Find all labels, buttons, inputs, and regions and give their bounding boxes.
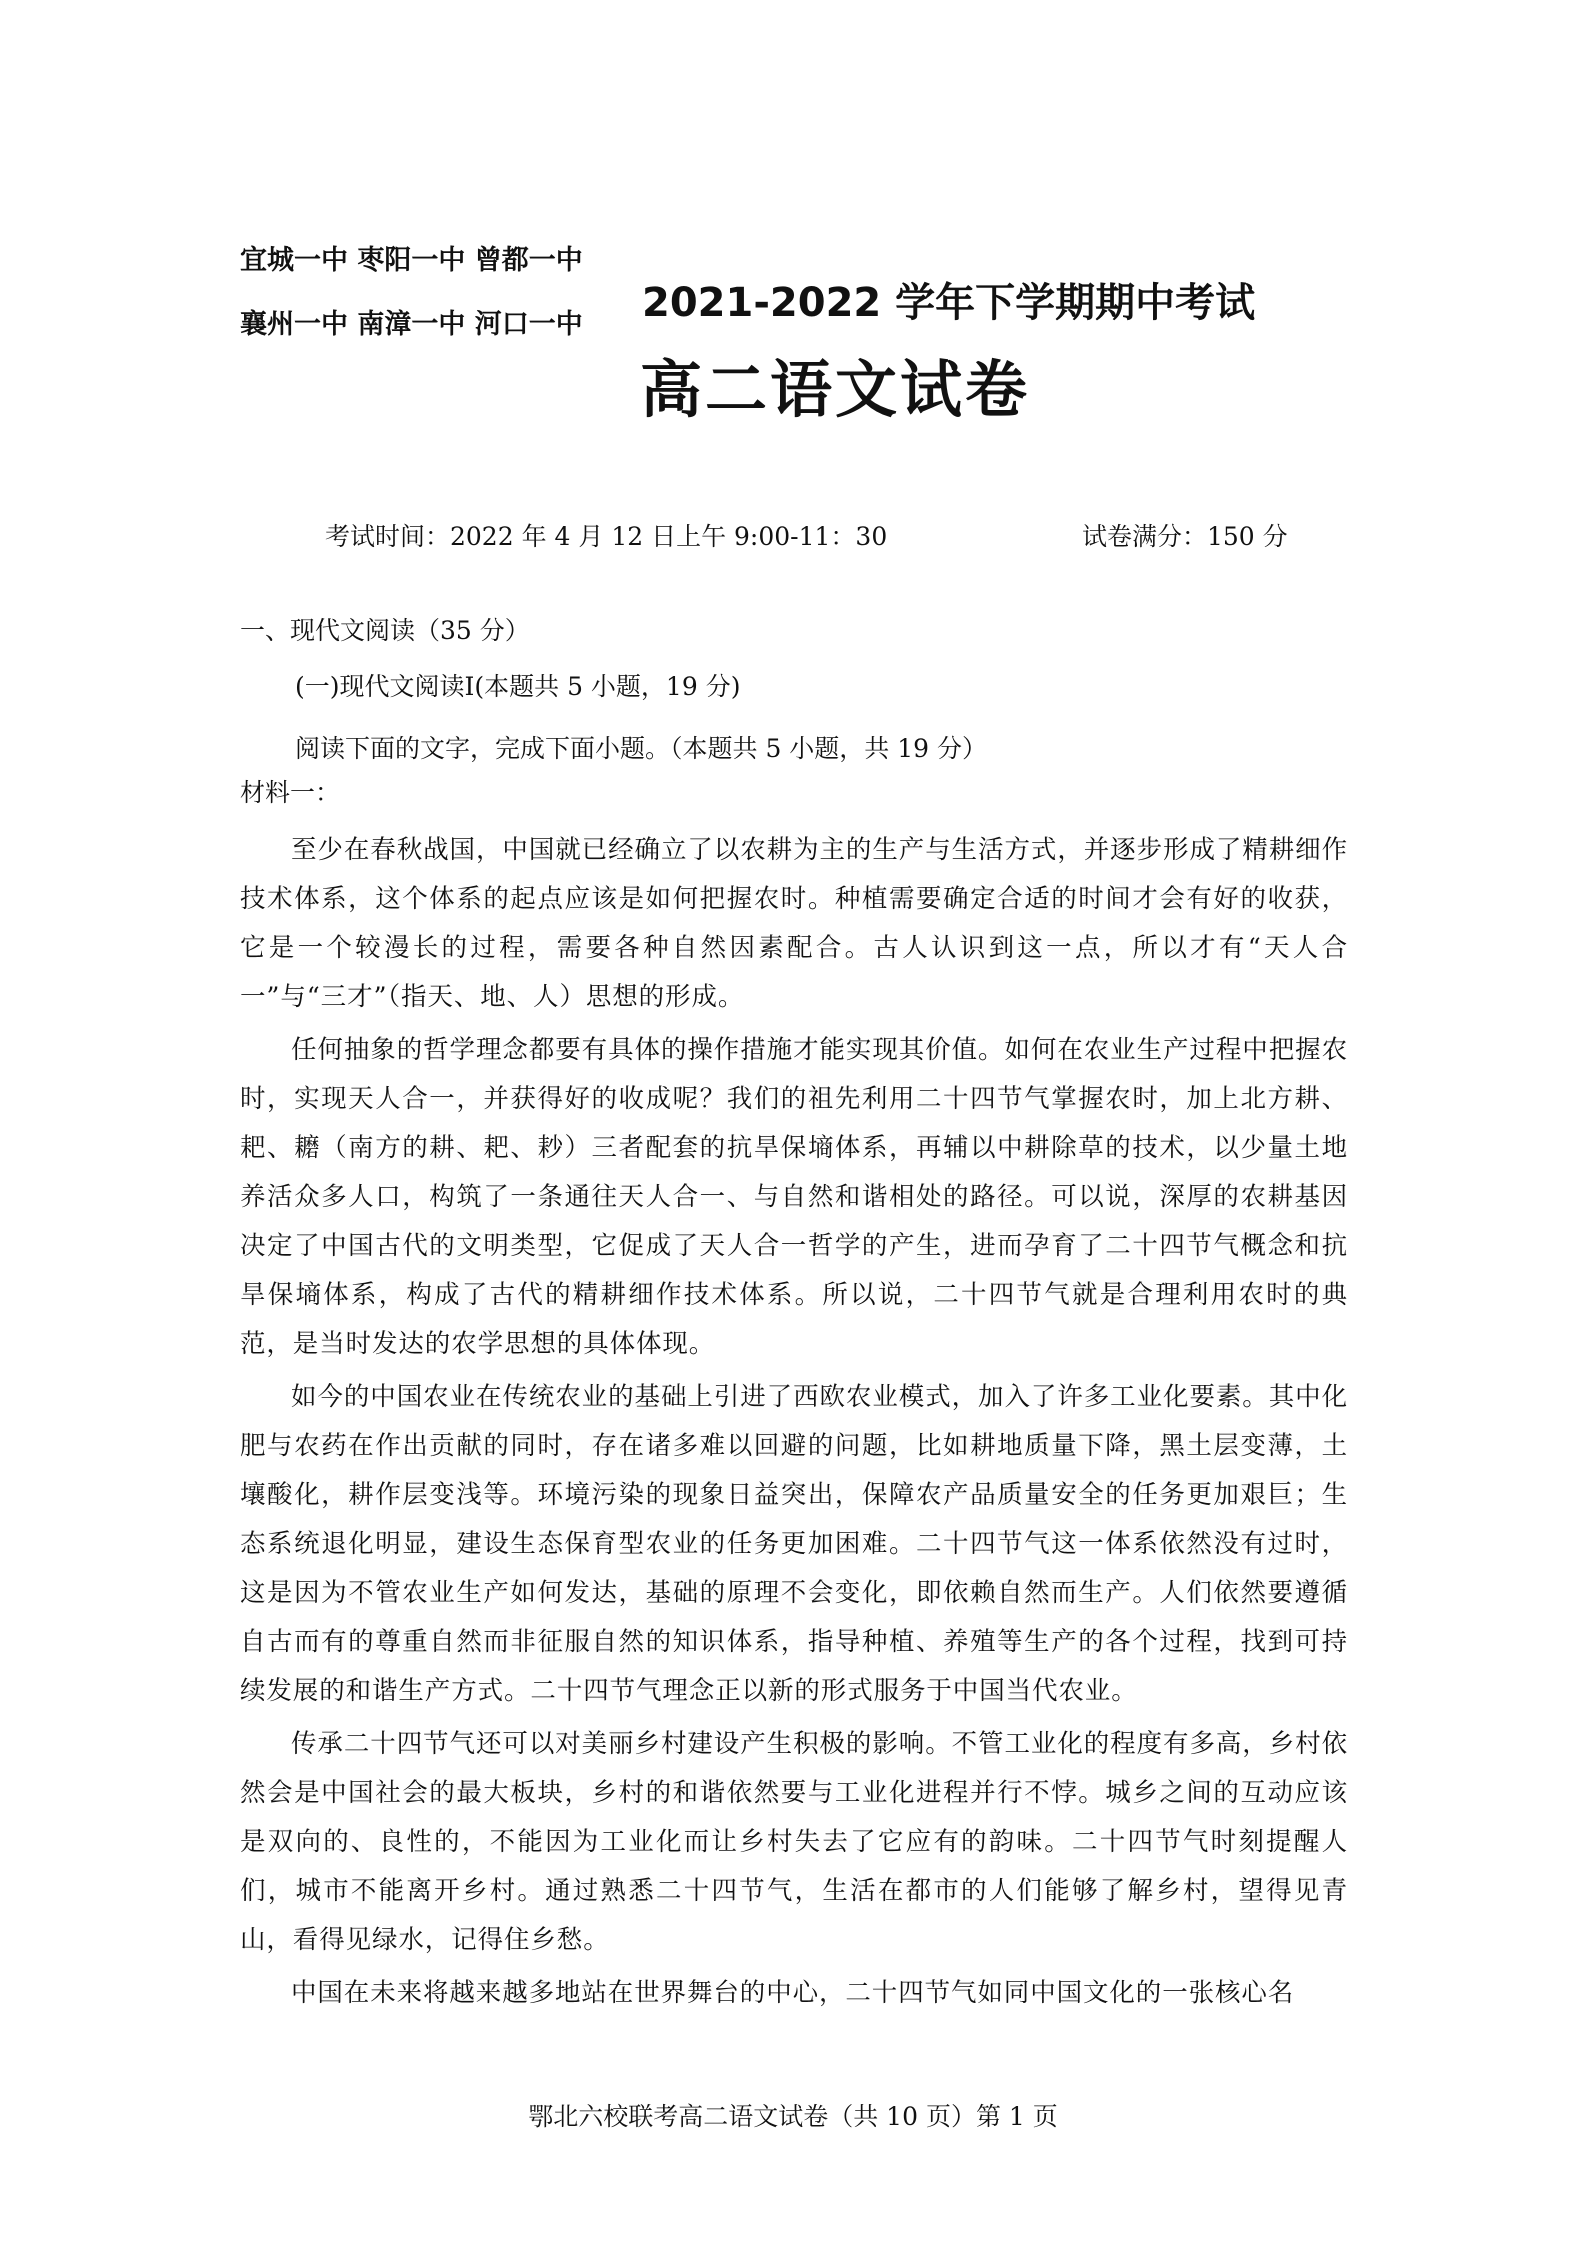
school-list bbox=[240, 244, 583, 342]
exam-time: 考试时间：2022 年 4 月 12 日上午 9:00-11：30 bbox=[325, 522, 888, 551]
material-label: 材料一： bbox=[240, 778, 341, 807]
exam-title: 高二语文试卷 bbox=[640, 353, 1031, 426]
page-footer: 鄂北六校联考高二语文试卷（共 10 页）第 1 页 bbox=[528, 2102, 1058, 2131]
passage-paragraph: 至少在春秋战国，中国就已经确立了以农耕为主的生产与生活方式，并逐步形成了精耕细作技术体系，这个体系的起点应该是如何把握农时。种植需要确定合适的时间才会有好的收获，它是一个较漫长的过程，需要各种自然因素配合。古人认识到这一点，所以才有“天人合一”与“三才”（指天、地、人）思想的形成。 bbox=[240, 835, 1348, 1012]
passage-paragraph: 中国在未来将越来越多地站在世界舞台的中心，二十四节气如同中国文化的一张核心名 bbox=[291, 1978, 1295, 2008]
passage-body bbox=[240, 826, 1348, 2022]
subsection-title: (一)现代文阅读Ⅰ(本题共 5 小题，19 分) bbox=[295, 672, 741, 701]
section-title: 一、现代文阅读（35 分） bbox=[240, 616, 530, 645]
school-row: 宜城一中 枣阳一中 曾都一中 bbox=[240, 245, 583, 276]
term-title: 2021-2022 学年下学期期中考试 bbox=[642, 280, 1256, 326]
passage-paragraph: 任何抽象的哲学理念都要有具体的操作措施才能实现其价值。如何在农业生产过程中把握农时，实现天人合一，并获得好的收成呢？我们的祖先利用二十四节气掌握农时，加上北方耕、耙、耱（南方的耕、耙、耖）三者配套的抗旱保墒体系，再辅以中耕除草的技术，以少量土地养活众多人口，构筑了一条通往天人合一、与自然和谐相处的路径。可以说，深厚的农耕基因决定了中国古代的文明类型，它促成了天人合一哲学的产生，进而孕育了二十四节气概念和抗旱保墒体系，构成了古代的精耕细作技术体系。所以说，二十四节气就是合理利用农时的典范，是当时发达的农学思想的具体体现。 bbox=[240, 1035, 1348, 1359]
school-row: 襄州一中 南漳一中 河口一中 bbox=[240, 309, 583, 340]
full-score: 试卷满分：150 分 bbox=[1082, 522, 1288, 551]
passage-paragraph: 传承二十四节气还可以对美丽乡村建设产生积极的影响。不管工业化的程度有多高，乡村依然会是中国社会的最大板块，乡村的和谐依然要与工业化进程并行不悖。城乡之间的互动应该是双向的、良性的，不能因为工业化而让乡村失去了它应有的韵味。二十四节气时刻提醒人们，城市不能离开乡村。通过熟悉二十四节气，生活在都市的人们能够了解乡村，望得见青山，看得见绿水，记得住乡愁。 bbox=[240, 1729, 1348, 1955]
passage-paragraph: 如今的中国农业在传统农业的基础上引进了西欧农业模式，加入了许多工业化要素。其中化肥与农药在作出贡献的同时，存在诸多难以回避的问题，比如耕地质量下降，黑土层变薄，土壤酸化，耕作层变浅等。环境污染的现象日益突出，保障农产品质量安全的任务更加艰巨；生态系统退化明显，建设生态保育型农业的任务更加困难。二十四节气这一体系依然没有过时，这是因为不管农业生产如何发达，基础的原理不会变化，即依赖自然而生产。人们依然要遵循自古而有的尊重自然而非征服自然的知识体系，指导种植、养殖等生产的各个过程，找到可持续发展的和谐生产方式。二十四节气理念正以新的形式服务于中国当代农业。 bbox=[240, 1382, 1348, 1706]
reading-instruction: 阅读下面的文字，完成下面小题。（本题共 5 小题，共 19 分） bbox=[295, 734, 988, 763]
